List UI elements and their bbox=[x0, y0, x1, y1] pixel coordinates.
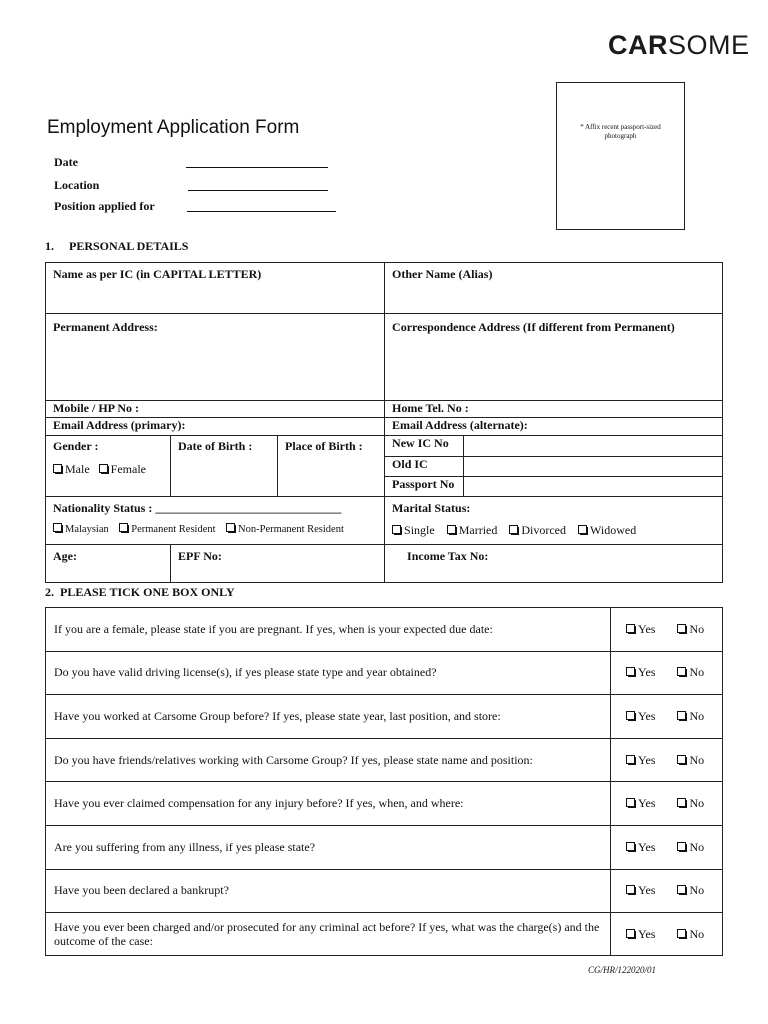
form-code: CG/HR/122020/01 bbox=[588, 965, 657, 975]
yes-label: Yes bbox=[638, 883, 656, 898]
gender-cell bbox=[46, 436, 171, 497]
yes-label: Yes bbox=[638, 839, 656, 854]
question-row bbox=[46, 608, 723, 652]
no-checkbox[interactable] bbox=[677, 798, 686, 807]
no-checkbox[interactable] bbox=[677, 667, 686, 676]
yes-checkbox[interactable] bbox=[626, 842, 635, 851]
yes-no-cell bbox=[611, 738, 723, 782]
question-text: Have you ever been charged and/or prosecuted for any criminal act before? If yes, what was the charge(s) and the outcome of the case: bbox=[46, 913, 611, 956]
question-row bbox=[46, 825, 723, 869]
income-tax-label: Income Tax No: bbox=[407, 549, 489, 563]
mobile-label: Mobile / HP No : bbox=[53, 401, 139, 415]
nationality-cell bbox=[46, 497, 385, 545]
email-alternate-cell[interactable] bbox=[385, 418, 723, 436]
no-label: No bbox=[689, 708, 705, 723]
epf-label: EPF No: bbox=[178, 549, 222, 563]
carsome-logo: CARSOME bbox=[608, 30, 750, 60]
yes-no-cell bbox=[611, 913, 723, 956]
pob-label: Place of Birth : bbox=[285, 439, 363, 453]
marital-label: Marital Status: bbox=[392, 501, 471, 515]
no-checkbox[interactable] bbox=[677, 755, 686, 764]
correspondence-address-label: Correspondence Address (If different from Permanent) bbox=[392, 320, 675, 334]
dob-cell[interactable] bbox=[171, 436, 278, 497]
question-text: Have you worked at Carsome Group before? If yes, please state year, last position, and store: bbox=[46, 695, 611, 739]
no-label: No bbox=[689, 752, 705, 767]
other-name-label: Other Name (Alias) bbox=[392, 267, 493, 281]
old-ic-input[interactable] bbox=[464, 457, 723, 477]
mobile-cell[interactable] bbox=[46, 401, 385, 418]
income-tax-cell[interactable] bbox=[385, 545, 723, 583]
no-label: No bbox=[689, 926, 705, 941]
other-name-cell[interactable] bbox=[385, 263, 723, 314]
question-text: Have you been declared a bankrupt? bbox=[46, 869, 611, 913]
position-label: Position applied for bbox=[54, 199, 155, 213]
no-checkbox[interactable] bbox=[677, 624, 686, 633]
married-label: Married bbox=[458, 523, 498, 537]
yes-label: Yes bbox=[638, 708, 656, 723]
email-primary-label: Email Address (primary): bbox=[53, 418, 186, 432]
yes-label: Yes bbox=[638, 665, 656, 680]
name-ic-cell[interactable] bbox=[46, 263, 385, 314]
divorced-label: Divorced bbox=[521, 523, 567, 537]
non-permanent-resident-label: Non-Permanent Resident bbox=[238, 524, 344, 535]
new-ic-label: New IC No bbox=[392, 436, 449, 450]
email-alternate-label: Email Address (alternate): bbox=[392, 418, 528, 432]
question-text: Do you have valid driving license(s), if yes please state type and year obtained? bbox=[46, 651, 611, 695]
widowed-checkbox[interactable] bbox=[578, 525, 587, 534]
location-label: Location bbox=[54, 178, 100, 192]
question-row bbox=[46, 869, 723, 913]
passport-label-cell bbox=[385, 477, 464, 497]
yes-checkbox[interactable] bbox=[626, 798, 635, 807]
section1-heading: 1. PERSONAL DETAILS bbox=[45, 239, 189, 253]
yes-no-cell bbox=[611, 869, 723, 913]
location-field[interactable] bbox=[188, 190, 328, 191]
widowed-label: Widowed bbox=[590, 523, 637, 537]
question-row bbox=[46, 695, 723, 739]
question-text: Do you have friends/relatives working with Carsome Group? If yes, please state name and position: bbox=[46, 738, 611, 782]
no-label: No bbox=[689, 796, 705, 811]
gender-label: Gender : bbox=[53, 439, 99, 453]
name-ic-label: Name as per IC (in CAPITAL LETTER) bbox=[53, 267, 262, 281]
no-checkbox[interactable] bbox=[677, 711, 686, 720]
no-checkbox[interactable] bbox=[677, 885, 686, 894]
old-ic-label-cell bbox=[385, 457, 464, 477]
no-checkbox[interactable] bbox=[677, 842, 686, 851]
yes-checkbox[interactable] bbox=[626, 755, 635, 764]
divorced-checkbox[interactable] bbox=[509, 525, 518, 534]
yes-checkbox[interactable] bbox=[626, 624, 635, 633]
malaysian-label: Malaysian bbox=[65, 524, 109, 535]
email-primary-cell[interactable] bbox=[46, 418, 385, 436]
no-label: No bbox=[689, 665, 705, 680]
malaysian-checkbox[interactable] bbox=[53, 523, 62, 532]
no-checkbox[interactable] bbox=[677, 929, 686, 938]
position-field[interactable] bbox=[187, 211, 336, 212]
photo-box bbox=[556, 82, 685, 230]
yes-label: Yes bbox=[638, 926, 656, 941]
passport-input[interactable] bbox=[464, 477, 723, 497]
permanent-resident-checkbox[interactable] bbox=[119, 523, 128, 532]
page-title: Employment Application Form bbox=[47, 117, 300, 138]
correspondence-address-cell[interactable] bbox=[385, 314, 723, 401]
question-text: Have you ever claimed compensation for any injury before? If yes, when, and where: bbox=[46, 782, 611, 826]
permanent-resident-label: Permanent Resident bbox=[131, 524, 216, 535]
new-ic-label-cell bbox=[385, 436, 464, 457]
yes-no-cell bbox=[611, 651, 723, 695]
yes-label: Yes bbox=[638, 621, 656, 636]
question-row bbox=[46, 782, 723, 826]
nationality-label: Nationality Status : _______________________________ bbox=[53, 501, 342, 515]
yes-label: Yes bbox=[638, 796, 656, 811]
female-label: Female bbox=[110, 462, 146, 476]
age-label: Age: bbox=[53, 549, 77, 563]
marital-cell bbox=[385, 497, 723, 545]
section2-heading: 2. PLEASE TICK ONE BOX ONLY bbox=[45, 585, 235, 599]
pob-cell[interactable] bbox=[278, 436, 385, 497]
yes-no-cell bbox=[611, 608, 723, 652]
photo-note: * Affix recent passport-sized photograph bbox=[580, 123, 661, 140]
no-label: No bbox=[689, 839, 705, 854]
single-label: Single bbox=[404, 523, 435, 537]
question-text: Are you suffering from any illness, if yes please state? bbox=[46, 825, 611, 869]
yes-checkbox[interactable] bbox=[626, 929, 635, 938]
question-row bbox=[46, 651, 723, 695]
non-permanent-resident-checkbox[interactable] bbox=[226, 523, 235, 532]
old-ic-label: Old IC bbox=[392, 457, 428, 471]
date-label: Date bbox=[54, 155, 78, 169]
yes-no-cell bbox=[611, 782, 723, 826]
married-checkbox[interactable] bbox=[447, 525, 456, 534]
no-label: No bbox=[689, 621, 705, 636]
passport-label: Passport No bbox=[392, 477, 455, 491]
yes-no-cell bbox=[611, 695, 723, 739]
yes-checkbox[interactable] bbox=[626, 711, 635, 720]
personal-details-table bbox=[45, 262, 723, 583]
question-row bbox=[46, 738, 723, 782]
permanent-address-label: Permanent Address: bbox=[53, 320, 158, 334]
male-label: Male bbox=[65, 462, 90, 476]
yes-checkbox[interactable] bbox=[626, 667, 635, 676]
male-checkbox[interactable] bbox=[53, 464, 62, 473]
home-tel-label: Home Tel. No : bbox=[392, 401, 469, 415]
new-ic-input[interactable] bbox=[464, 436, 723, 457]
yes-label: Yes bbox=[638, 752, 656, 767]
permanent-address-cell[interactable] bbox=[46, 314, 385, 401]
age-cell[interactable] bbox=[46, 545, 171, 583]
no-label: No bbox=[689, 883, 705, 898]
home-tel-cell[interactable] bbox=[385, 401, 723, 418]
yes-checkbox[interactable] bbox=[626, 885, 635, 894]
epf-cell[interactable] bbox=[171, 545, 385, 583]
question-text: If you are a female, please state if you are pregnant. If yes, when is your expected due date: bbox=[46, 608, 611, 652]
question-row bbox=[46, 913, 723, 956]
yes-no-cell bbox=[611, 825, 723, 869]
questions-table bbox=[45, 607, 723, 956]
dob-label: Date of Birth : bbox=[178, 439, 253, 453]
date-field[interactable] bbox=[186, 167, 328, 168]
single-checkbox[interactable] bbox=[392, 525, 401, 534]
female-checkbox[interactable] bbox=[99, 464, 108, 473]
